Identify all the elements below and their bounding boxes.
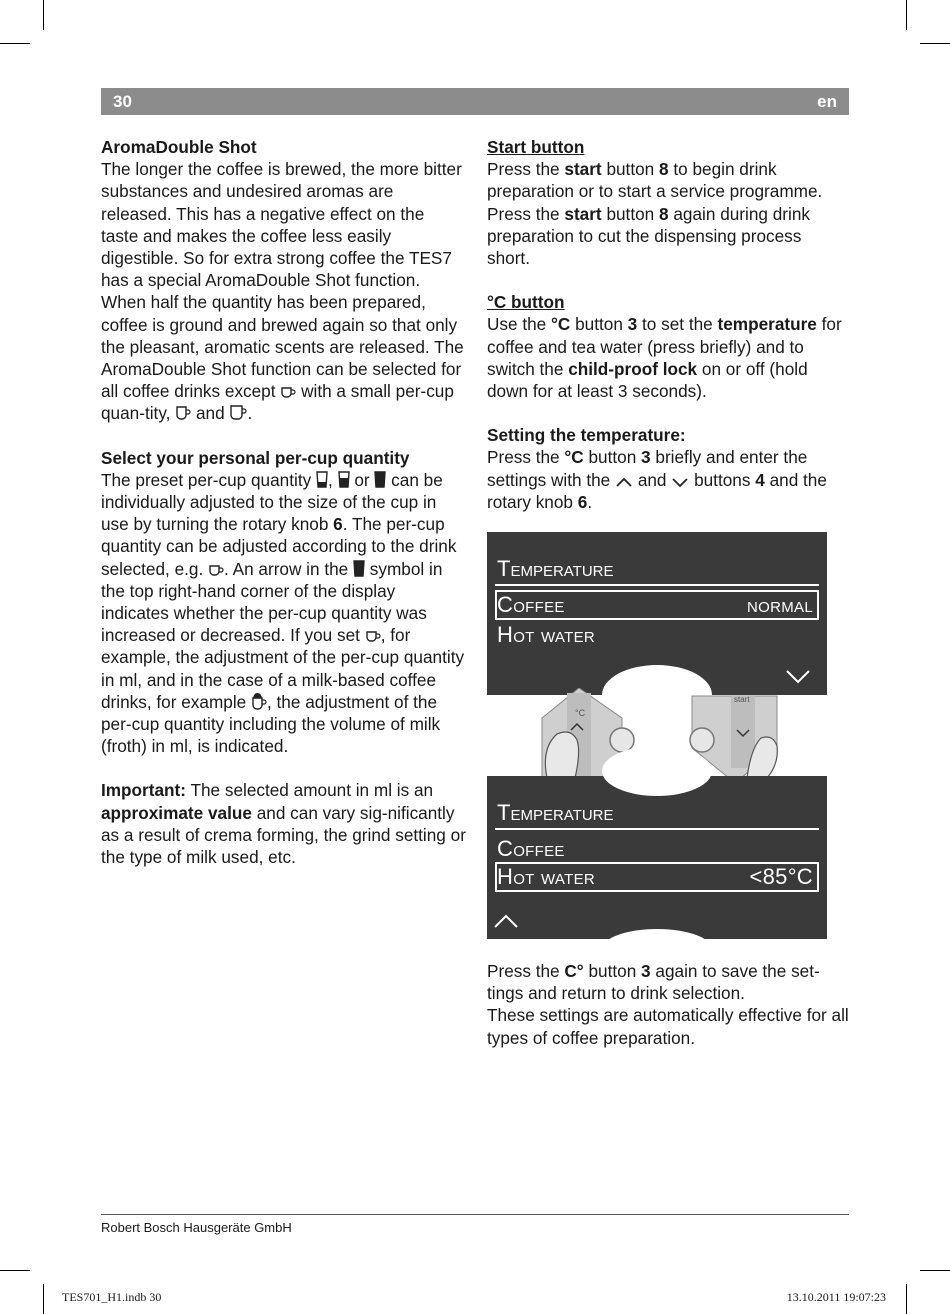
start-title: Start button: [487, 137, 585, 157]
small-cup-icon: [365, 629, 381, 643]
slug-file: TES701_H1.indb 30: [62, 1290, 162, 1304]
right-column: [487, 136, 849, 513]
crop-mark: [920, 1270, 950, 1271]
page-number: 30: [113, 92, 132, 111]
display-row-hot-water: Hot water: [497, 622, 596, 647]
chevron-down-icon: [671, 476, 689, 488]
degc-title: °C button: [487, 292, 565, 313]
crop-mark: [0, 43, 30, 44]
large-cup-icon: [229, 404, 247, 421]
display-temperature-coffee: [487, 532, 827, 695]
display-divider: [495, 828, 819, 830]
small-cup-icon: [208, 563, 224, 577]
important-paragraph: Important: The selected amount in ml is an approximate value and can vary sig-nificantly as a result of crema forming, the grind setting or the type of milk used, etc.: [101, 780, 466, 868]
display-row-coffee: Coffee normal: [497, 592, 813, 617]
cup-icon: [175, 405, 191, 421]
display-divider: [495, 584, 819, 586]
panel-label-start: start: [734, 695, 750, 704]
glass-mid-icon: [338, 471, 350, 488]
knob-cutout: [602, 746, 712, 796]
milk-coffee-icon: [251, 692, 267, 710]
glass-full-icon: [374, 471, 386, 488]
coffee-temp-value: normal: [747, 592, 813, 617]
language-code: en: [817, 92, 837, 111]
chevron-up-icon: [615, 476, 633, 488]
chevron-down-icon: [785, 669, 811, 685]
footer-company: Robert Bosch Hausgeräte GmbH: [101, 1220, 292, 1235]
save-section: [487, 960, 849, 1049]
left-column: [101, 136, 466, 868]
save-note: These settings are automatically effective for all types of coffee preparation.: [487, 1005, 849, 1048]
crop-mark: [43, 1284, 44, 1314]
percup-title: Select your personal per-cup quantity: [101, 447, 410, 468]
panel-label-degc: °C: [575, 708, 586, 718]
crop-mark: [906, 1284, 907, 1314]
page-header: [101, 88, 849, 115]
footer-divider: [101, 1214, 849, 1215]
aroma-paragraph: The longer the coffee is brewed, the more bitter substances and undesired aromas are released. This has a negative effect on the taste and makes the coffee less easily digestible. So for extra strong coffee the TES7 has a special AromaDouble Shot function. When half the quantity has been prepared, coffee is ground and brewed again so that only the pleasant, aromatic scents are released. The AromaDouble Shot function can be selected for all coffee drinks except with a small per-cup quan-tity, and .: [101, 159, 464, 424]
percup-paragraph: The preset per-cup quantity , or can be individually adjusted to the size of the cup in use by turning the rotary knob 6. The per-cup quantity can be adjusted according to the drink selected, e.g. . An arrow in the symbol in the top right-hand corner of the display indicates whether the per-cup quantity was increased or decreased. If you set , for example, the adjustment of the per-cup quantity in ml, and in the case of a milk-based coffee drinks, for example , the adjustment of the per-cup quantity including the volume of milk (froth) in ml, is indicated.: [101, 469, 465, 757]
display-temperature-hot-water: [487, 776, 827, 939]
display-title: Temperature: [497, 556, 614, 581]
start-paragraph: Press the start button 8 to begin drink preparation or to start a service programme. Press the start button 8 again during drink preparation to cut the dispensing process short.: [487, 159, 823, 269]
aroma-title: AromaDouble Shot: [101, 137, 257, 157]
chevron-up-icon: [493, 913, 519, 929]
display-title: Temperature: [497, 800, 614, 825]
settemp-paragraph: Press the °C button 3 briefly and enter the settings with the and buttons 4 and the rotary knob 6.: [487, 447, 827, 512]
crop-mark: [920, 43, 950, 44]
display-row-hot-water: Hot water <85°C: [497, 864, 813, 889]
save-paragraph: Press the C° button 3 again to save the set-tings and return to drink selection.: [487, 961, 820, 1004]
hot-water-temp-value: <85°C: [749, 864, 813, 889]
crop-mark: [43, 0, 44, 30]
crop-mark: [906, 0, 907, 30]
display-row-coffee: Coffee: [497, 836, 565, 861]
settemp-title: Setting the temperature:: [487, 425, 686, 446]
small-cup-icon: [280, 385, 296, 399]
slug-datetime: 13.10.2011 19:07:23: [786, 1290, 886, 1304]
glass-low-icon: [316, 471, 328, 488]
degc-paragraph: Use the °C button 3 to set the temperature for coffee and tea water (press briefly) and to switch the child-proof lock on or off (hold down for at least 3 seconds).: [487, 314, 842, 402]
crop-mark: [0, 1270, 30, 1271]
glass-full-icon: [353, 560, 365, 577]
